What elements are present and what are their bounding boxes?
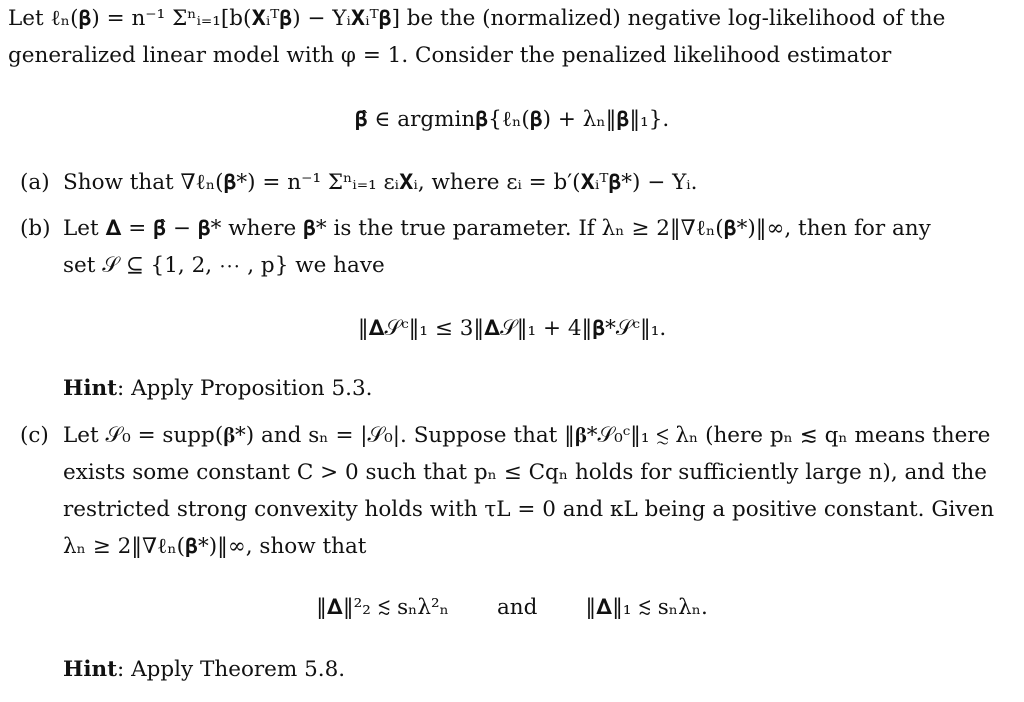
part-a-text: Show that ∇ℓₙ(𝛃*) = n⁻¹ Σⁿᵢ₌₁ εᵢ𝐗ᵢ, where εᵢ = b′(𝐗ᵢᵀ𝛃*) − Yᵢ. (63, 170, 698, 195)
hint-label: Hint (63, 376, 118, 401)
loglik-formula: ℓₙ(𝛃) = n⁻¹ Σⁿᵢ₌₁[b(𝐗ᵢᵀ𝛃) − Yᵢ𝐗ᵢᵀ𝛃] (50, 6, 400, 31)
intro-line-1 (8, 6, 945, 32)
part-a-label: (a) (20, 170, 50, 195)
hint-text: : Apply Theorem 5.8. (117, 657, 346, 682)
part-c-line-4: λₙ ≥ 2‖∇ℓₙ(𝛃*)‖∞, show that (63, 534, 367, 559)
part-b-line-2: set 𝒮 ⊆ {1, 2, ⋯ , p} we have (63, 253, 385, 278)
part-b-label: (b) (20, 216, 51, 241)
part-b-hint (63, 376, 373, 402)
part-c-rates (0, 595, 1024, 621)
part-c-line-2: exists some constant C > 0 such that pₙ ≤ Cqₙ holds for sufficiently large n), and the (63, 460, 987, 485)
part-c-label: (c) (20, 423, 49, 448)
part-b-inequality: ‖𝚫𝒮ᶜ‖₁ ≤ 3‖𝚫𝒮‖₁ + 4‖𝛃*𝒮ᶜ‖₁. (357, 316, 667, 341)
hint-text: : Apply Proposition 5.3. (117, 376, 373, 401)
part-c-line-3: restricted strong convexity holds with τL = 0 and κL being a positive constant. Given (63, 497, 995, 522)
and-word: and (496, 595, 538, 620)
part-c-hint (63, 657, 345, 683)
intro-line-2: generalized linear model with φ = 1. Consider the penalized likelihood estimator (8, 43, 892, 68)
estimator-display: 𝛃̂ ∈ argmin𝛃{ℓₙ(𝛃) + λₙ‖𝛃‖₁}. (354, 107, 670, 132)
hint-label: Hint (63, 657, 118, 682)
intro-suffix: be the (normalized) negative log-likelihood of the (406, 6, 946, 31)
part-c-line-1: Let 𝒮₀ = supp(𝛃*) and sₙ = |𝒮₀|. Suppose that ‖𝛃*𝒮₀ᶜ‖₁ ≲ λₙ (here pₙ ≲ qₙ means there (63, 423, 991, 448)
l2-rate: ‖𝚫‖²₂ ≲ sₙλ²ₙ (316, 595, 449, 620)
l1-rate: ‖𝚫‖₁ ≲ sₙλₙ. (585, 595, 708, 620)
part-b-line-1: Let 𝚫 = 𝛃̂ − 𝛃* where 𝛃* is the true parameter. If λₙ ≥ 2‖∇ℓₙ(𝛃*)‖∞, then for any (63, 216, 931, 241)
intro-prefix: Let (8, 6, 44, 31)
